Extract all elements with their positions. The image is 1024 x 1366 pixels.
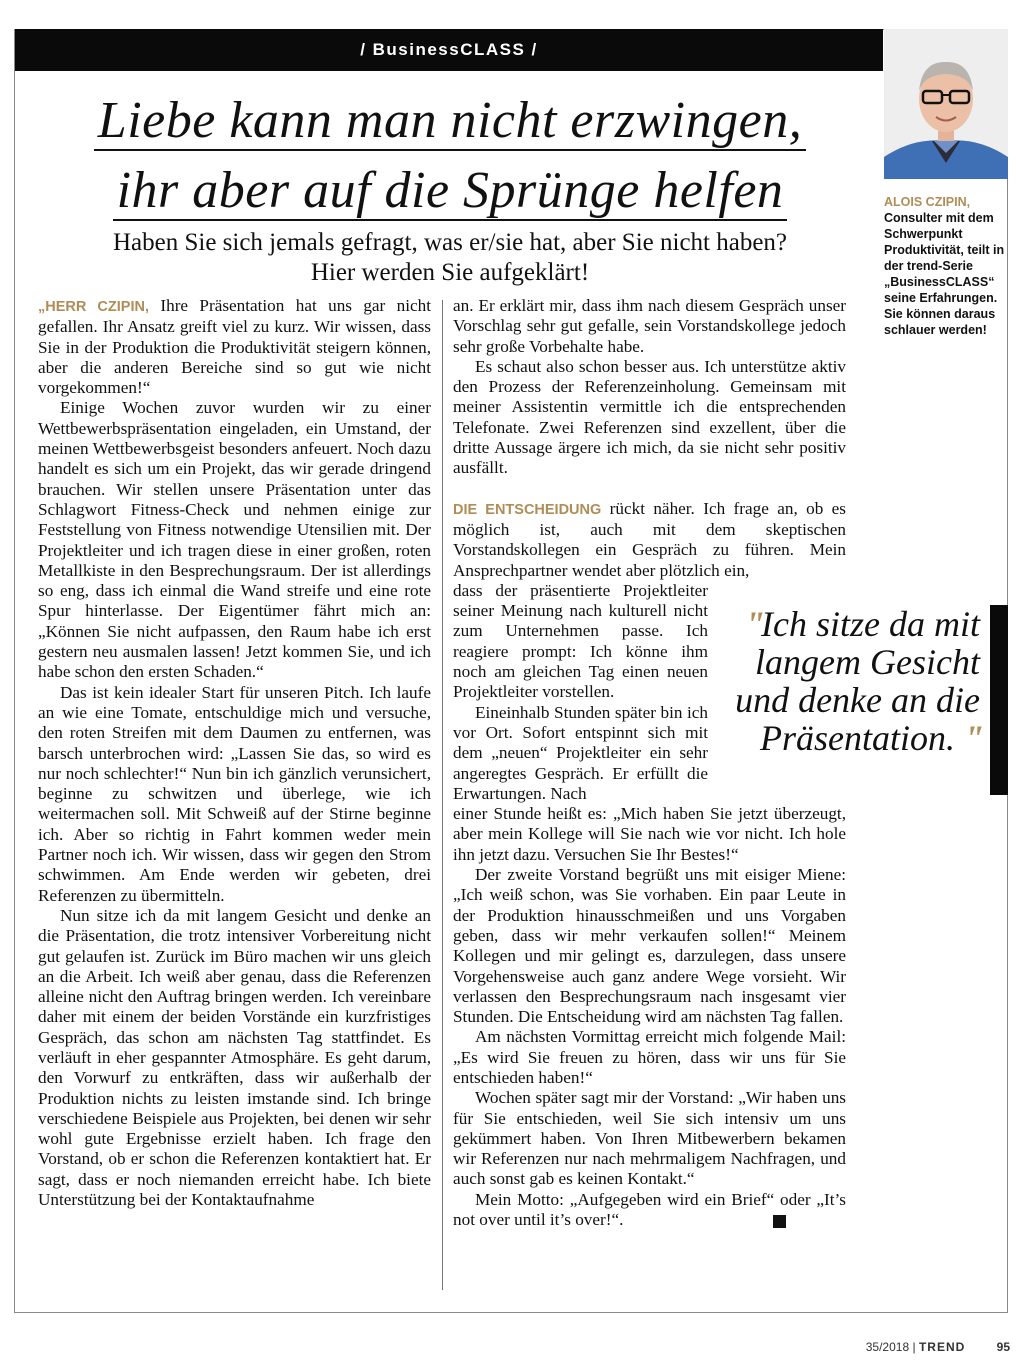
end-mark-icon: T (773, 1215, 786, 1228)
column-left (38, 296, 431, 1210)
paragraph: dass der präsentierte Projektleiter seiner Meinung nach kulturell nicht zum Unternehmen passe. Ich reagiere prompt: Ich könne ihm noch am gleichen Tag einen neuen Projektleiter vorstellen. (453, 580, 708, 702)
lead-in: „HERR CZIPIN, (38, 299, 149, 315)
paragraph: Nun sitze ich da mit langem Gesicht und denke an die Präsentation, die trotz intensiver Vorbereitung nicht gut gelaufen ist. Zurück im Büro machen wir uns gleich an die Arbeit. Ich weiß aber genau, dass die Referenzen alleine nicht den Auftrag bringen werden. Ich vereinbare daher mit einem der beiden Vorstände ein kurzfristiges Gespräch, das schon am nächsten Tag stattfindet. Es verläuft in eher gespannter Atmosphäre. Es geht darum, den Vorwurf zu entkräften, dass wir außerhalb der Produktion nichts zu leisten imstande sind. Ich bringe verschiedene Beispiele aus Projekten, bei denen wir sehr wohl gute Ergebnisse erzielt haben. Ich frage den Vorstand, ob er schon die Referenzen kontaktiert hat. Er sagt, dass er noch niemanden erreicht habe. Ich biete Unterstützung bei der Kontaktaufnahme (38, 905, 431, 1210)
title-line-1: Liebe kann man nicht erzwingen, (94, 92, 806, 151)
author-portrait-image (884, 29, 1008, 179)
issue-number: 35/2018 (865, 1340, 910, 1354)
pull-quote (715, 605, 980, 757)
quote-open-icon: " (745, 604, 762, 644)
lead-in: DIE ENTSCHEIDUNG (453, 501, 602, 518)
author-photo (884, 29, 1008, 179)
paragraph (453, 1190, 846, 1231)
author-bio: Consulter mit dem Schwerpunkt Produktivität, teilt in der trend-Serie „BusinessCLASS“ seine Erfahrungen. Sie können daraus schlauer werden! (884, 211, 1005, 337)
column-right (453, 296, 846, 1230)
pull-quote-text: Ich sitze da mit langem Gesicht und denke an die Präsentation. (735, 604, 980, 758)
subtitle-line-2: Hier werden Sie aufgeklärt! (310, 259, 590, 286)
author-name: ALOIS CZIPIN, (884, 195, 971, 209)
paragraph (453, 499, 846, 581)
quote-close-icon: " (964, 718, 980, 758)
paragraph: Am nächsten Vormittag erreicht mich folgende Mail: „Es wird Sie freuen zu hören, dass wir uns für Sie entschieden haben!“ (453, 1027, 846, 1087)
magazine-brand: TREND (918, 1340, 966, 1354)
paragraph: einer Stunde heißt es: „Mich haben Sie jetzt überzeugt, aber mein Kollege will Sie nach wie vor nicht. Ich hole ihn jetzt dazu. Versuchen Sie Ihr Bestes!“ (453, 804, 846, 864)
article-subtitle (30, 228, 870, 288)
paragraph: Der zweite Vorstand begrüßt uns mit eisiger Miene: „Ich weiß schon, was Sie vorhaben. Ein paar Leute in der Produktion hinausschmeißen und uns Vorgaben geben, dass wir mehr verkaufen sollen!“ Meinem Kollegen und mir gelingt es, darzulegen, dass unsere Vorgehensweise auch ganz andere Wege vorsieht. Wir verlassen den Besprechungsraum nach insgesamt vier Stunden. Die Entscheidung wird am nächsten Tag fallen. (453, 865, 846, 1027)
paragraph: Einige Wochen zuvor wurden wir zu einer Wettbewerbspräsentation eingeladen, ein Umstand, der meinen Wettbewerbsgeist besonders anfeuert. Noch dazu handelt es sich um ein Projekt, das wir gerade dringend brauchen. Wir stellen unsere Präsentation unter das Schlagwort Fitness-Check und nehmen einige zur Feststellung von Fitness notwendige Utensilien mit. Der Projektleiter und ich tragen diese in einer großen, roten Metallkiste in den Besprechungsraum. Der ist allerdings so eng, dass ich einmal die Wand streife und eine rote Spur hinterlasse. Der Eigentümer fährt mich an: „Können Sie nicht aufpassen, den Raum habe ich erst gestern neu ausmalen lassen! Jetzt kommen Sie, und ich habe schon den ersten Schaden.“ (38, 398, 431, 682)
footer-separator: | (912, 1340, 916, 1354)
paragraph-text: Ihre Präsentation hat uns gar nicht gefallen. Ihr Ansatz greift viel zu kurz. Wir wissen, dass Sie in der Produktion die Produktivität steigern können, aber die anderen Bereiche sind so gut wie nicht vorgekommen!“ (38, 296, 432, 398)
column-divider (442, 300, 443, 1290)
title-line-2: ihr aber auf die Sprünge helfen (113, 162, 788, 221)
subtitle-line-1: Haben Sie sich jemals gefragt, was er/sie hat, aber Sie nicht haben? (112, 229, 788, 256)
paragraph: an. Er erklärt mir, dass ihm nach diesem Gespräch unser Vorschlag sehr gut gefalle, sein Vorstandskollege jedoch sehr große Vorbehalte habe. (453, 296, 846, 356)
paragraph: Es schaut also schon besser aus. Ich unterstütze aktiv den Prozess der Referenzeinholung. Gemeinsam mit meiner Assistentin vermittle ich die entsprechenden Telefonate. Zwei Referenzen sind exzellent, über die dritte Aussage ärgere ich mich, da sie nicht sehr positiv ausfällt. (453, 356, 846, 478)
author-info (884, 194, 1010, 338)
page-footer (866, 1340, 1010, 1354)
paragraph-text: Mein Motto: „Aufgegeben wird ein Brief“ oder „It’s not over until it’s over!“. (453, 1189, 846, 1230)
paragraph-text: rückt näher. Ich frage an, ob es möglich ist, auch mit dem skeptischen Vorstandskollegen ein Gespräch zu führen. Mein Ansprechpartner wendet aber plötzlich ein, (453, 498, 846, 580)
article-title (30, 86, 870, 226)
paragraph: Eineinhalb Stunden später bin ich vor Ort. Sofort entspinnt sich mit dem „neuen“ Projektleiter ein sehr angeregtes Gespräch. Er erfüllt die Erwartungen. Nach (453, 702, 708, 803)
page-number: 95 (996, 1340, 1010, 1354)
paragraph: Wochen später sagt mir der Vorstand: „Wir haben uns für Sie entschieden, weil Sie sich intensiv um uns gekümmert haben. Von Ihren Mitbewerbern bekamen wir Referenzen nur nach mehrmaligem Nachfragen, und auch sonst gab es keinen Kontakt.“ (453, 1088, 846, 1189)
paragraph: Das ist kein idealer Start für unseren Pitch. Ich laufe an wie eine Tomate, entschuldige mich und versuche, den roten Streifen mit dem Daumen zu entfernen, was barsch unterbrochen wird: „Lassen Sie das, so wird es nur noch schlechter!“ Nun bin ich gänzlich verunsichert, beginne zu schwitzen und überlege, wie ich weitermachen soll. Mit Schweiß auf der Stirne beginne ich. Aber so richtig in Fahrt kommen weder mein Partner noch ich. Wir wissen, dass wir gegen den Strom schwimmen. Am Ende werden wir gebeten, drei Referenzen zu übermitteln. (38, 682, 431, 905)
section-header (15, 29, 883, 71)
section-label: / BusinessCLASS / (360, 40, 538, 59)
pull-quote-accent-bar (990, 605, 1008, 795)
paragraph (38, 296, 431, 398)
